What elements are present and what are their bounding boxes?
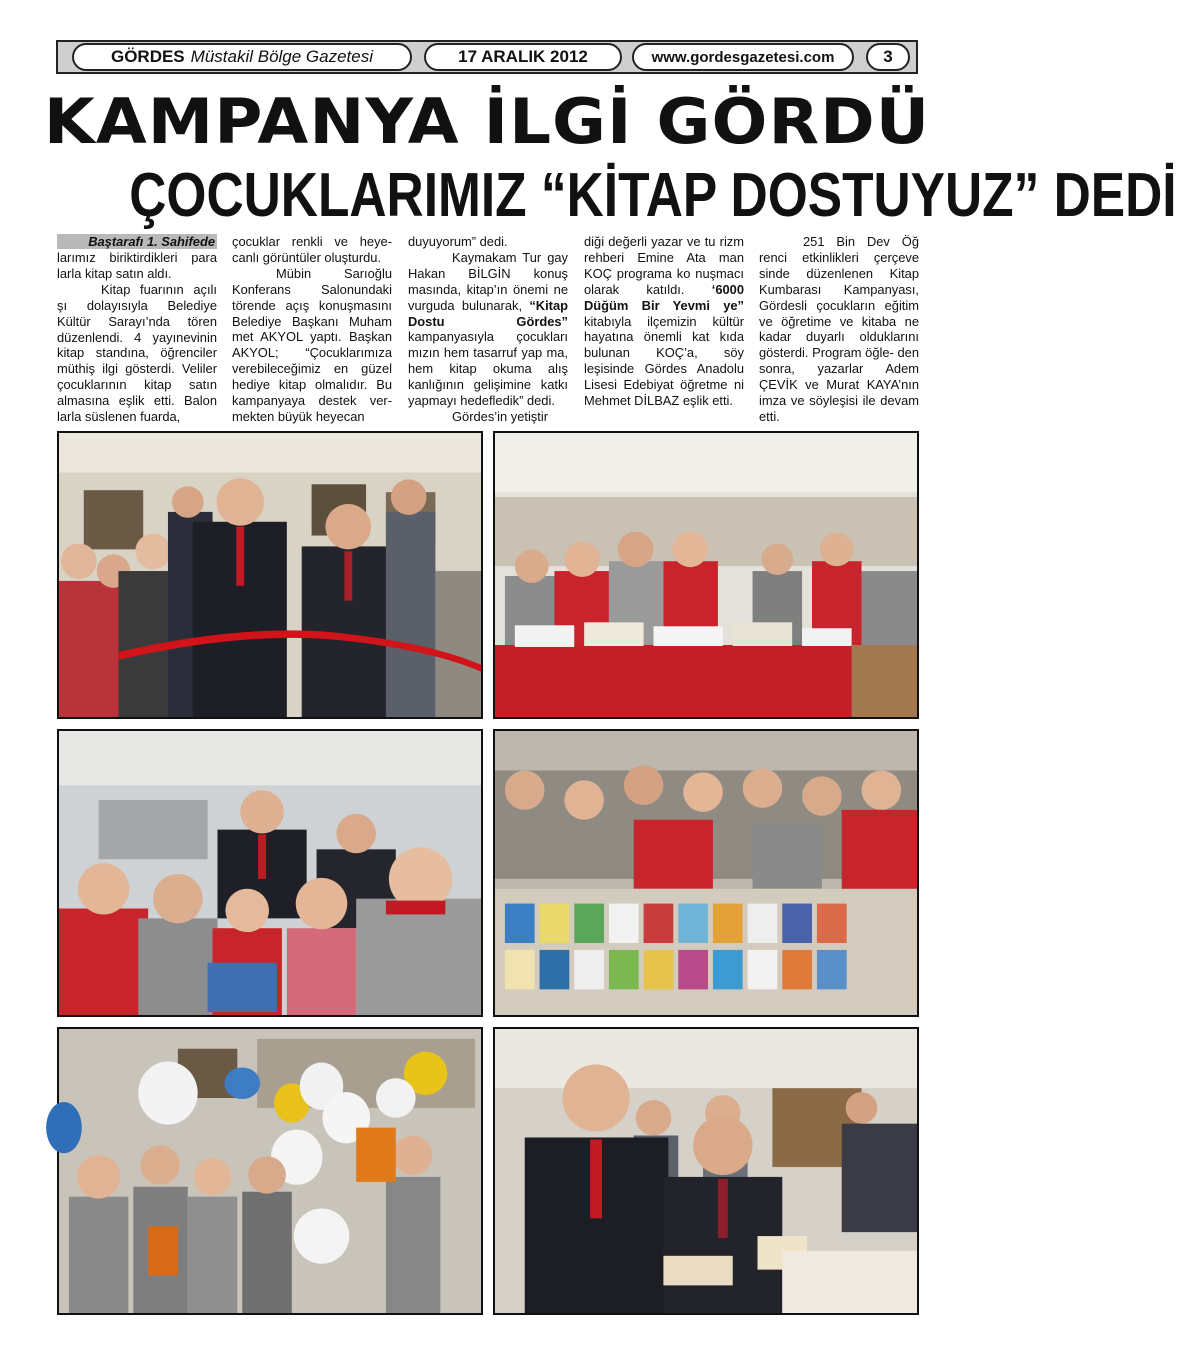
paper-name: GÖRDES xyxy=(110,47,185,66)
headline: KAMPANYA İLGİ GÖRDÜ xyxy=(43,85,931,158)
article-text: Kaymakam Tur gay Hakan BİLGİN konuş masında, kitap’ın önemi ne vurguda bulunarak, xyxy=(408,249,568,313)
article-paragraph: 251 Bin Dev Öğ renci etkinlikleri çerçeve sinde düzenlenen Kitap Kumbarası Kampanyası, Gördesli çocukların eğitim ve öğretime ve kitaba ne kadar duyarlı olduklarını gösterdi. Program öğle- den sonra, yazarlar Adem ÇEVİK ve Murat KAYA’nın imza ve söyleşisi ile devam etti. xyxy=(759,234,919,424)
photo-officials-with-children xyxy=(57,729,483,1017)
paper-name-pill xyxy=(72,43,412,71)
article-paragraph: Gördes’in yetiştir xyxy=(452,408,548,424)
article-column-2 xyxy=(232,234,392,426)
article-paragraph: Kitap fuarının açılı şı dolayısıyla Belediye Kültür Sarayı’nda tören düzenlendi. 4 yayınevinin kitap standına, öğrenciler müthiş ilgi gösterdi. Veliler çocuklarının kitap satın almasına eşlik etti. Balon larla süslenen fuarda, xyxy=(57,281,217,425)
article-paragraph: duyuyorum” dedi. xyxy=(408,234,508,249)
subheadline: ÇOCUKLARIMIZ “KİTAP DOSTUYUZ” DEDİ xyxy=(129,161,1177,230)
book-title: ‘6000 Düğüm Bir Yevmi ye” xyxy=(584,281,744,313)
article-column-5 xyxy=(759,234,919,426)
photo-officials-holding-books xyxy=(493,1027,919,1315)
article-text: kitabıyla ilçemizin kültür hayatına önemli kat kıda bulunan KOÇ’a, söy leşisinde Gördes Anadolu Lisesi Edebiyat öğretme ni Mehmet DİLBAZ eşlik etti. xyxy=(584,313,744,409)
photo-books-on-display xyxy=(493,729,919,1017)
article-paragraph: çocuklar renkli ve heye- canlı görüntüler oluşturdu. xyxy=(232,234,392,265)
paper-tagline: Müstakil Bölge Gazetesi xyxy=(190,47,374,66)
article-column-1 xyxy=(57,234,217,426)
page-number: 3 xyxy=(883,47,893,66)
website-pill xyxy=(632,43,854,71)
website-link[interactable]: www.gordesgazetesi.com xyxy=(651,48,835,66)
page-number-pill xyxy=(866,43,910,71)
date-pill xyxy=(424,43,622,71)
continued-label: Baştarafı 1. Sahifede xyxy=(57,234,217,249)
article-column-3 xyxy=(408,234,568,426)
photo-children-at-book-table xyxy=(493,431,919,719)
article-paragraph xyxy=(408,250,568,409)
photo-ribbon-cutting xyxy=(57,431,483,719)
article-column-4 xyxy=(584,234,744,426)
campaign-name: “Kitap Dostu Gördes” xyxy=(408,297,568,329)
article-paragraph: larımız biriktirdikleri para larla kitap satın aldı. xyxy=(57,250,217,281)
article-text: kampanyasıyla çocukları mızın hem tasarruf yap ma, hem kitap okuma alış kanlığının gelişimine katkı yapmayı hedefledik” dedi. xyxy=(408,329,568,409)
article-paragraph: Mübin Sarıoğlu Konferans Salonundaki törende açış konuşmasını Belediye Başkanı Muham met AKYOL yaptı. Başkan AKYOL; “Çocuklarımıza verebileceğimiz en güzel hediye kitap olmalıdır. Bu kampanyaya destek ver- mekten büyük heyecan xyxy=(232,265,392,424)
issue-date: 17 ARALIK 2012 xyxy=(458,47,588,66)
photo-children-with-balloons xyxy=(57,1027,483,1315)
article-paragraph xyxy=(584,234,744,409)
article-text: diği değerli yazar ve tu rizm rehberi Emine Ata man KOÇ programa ko nuşmacı olarak katıldı. xyxy=(584,234,744,297)
